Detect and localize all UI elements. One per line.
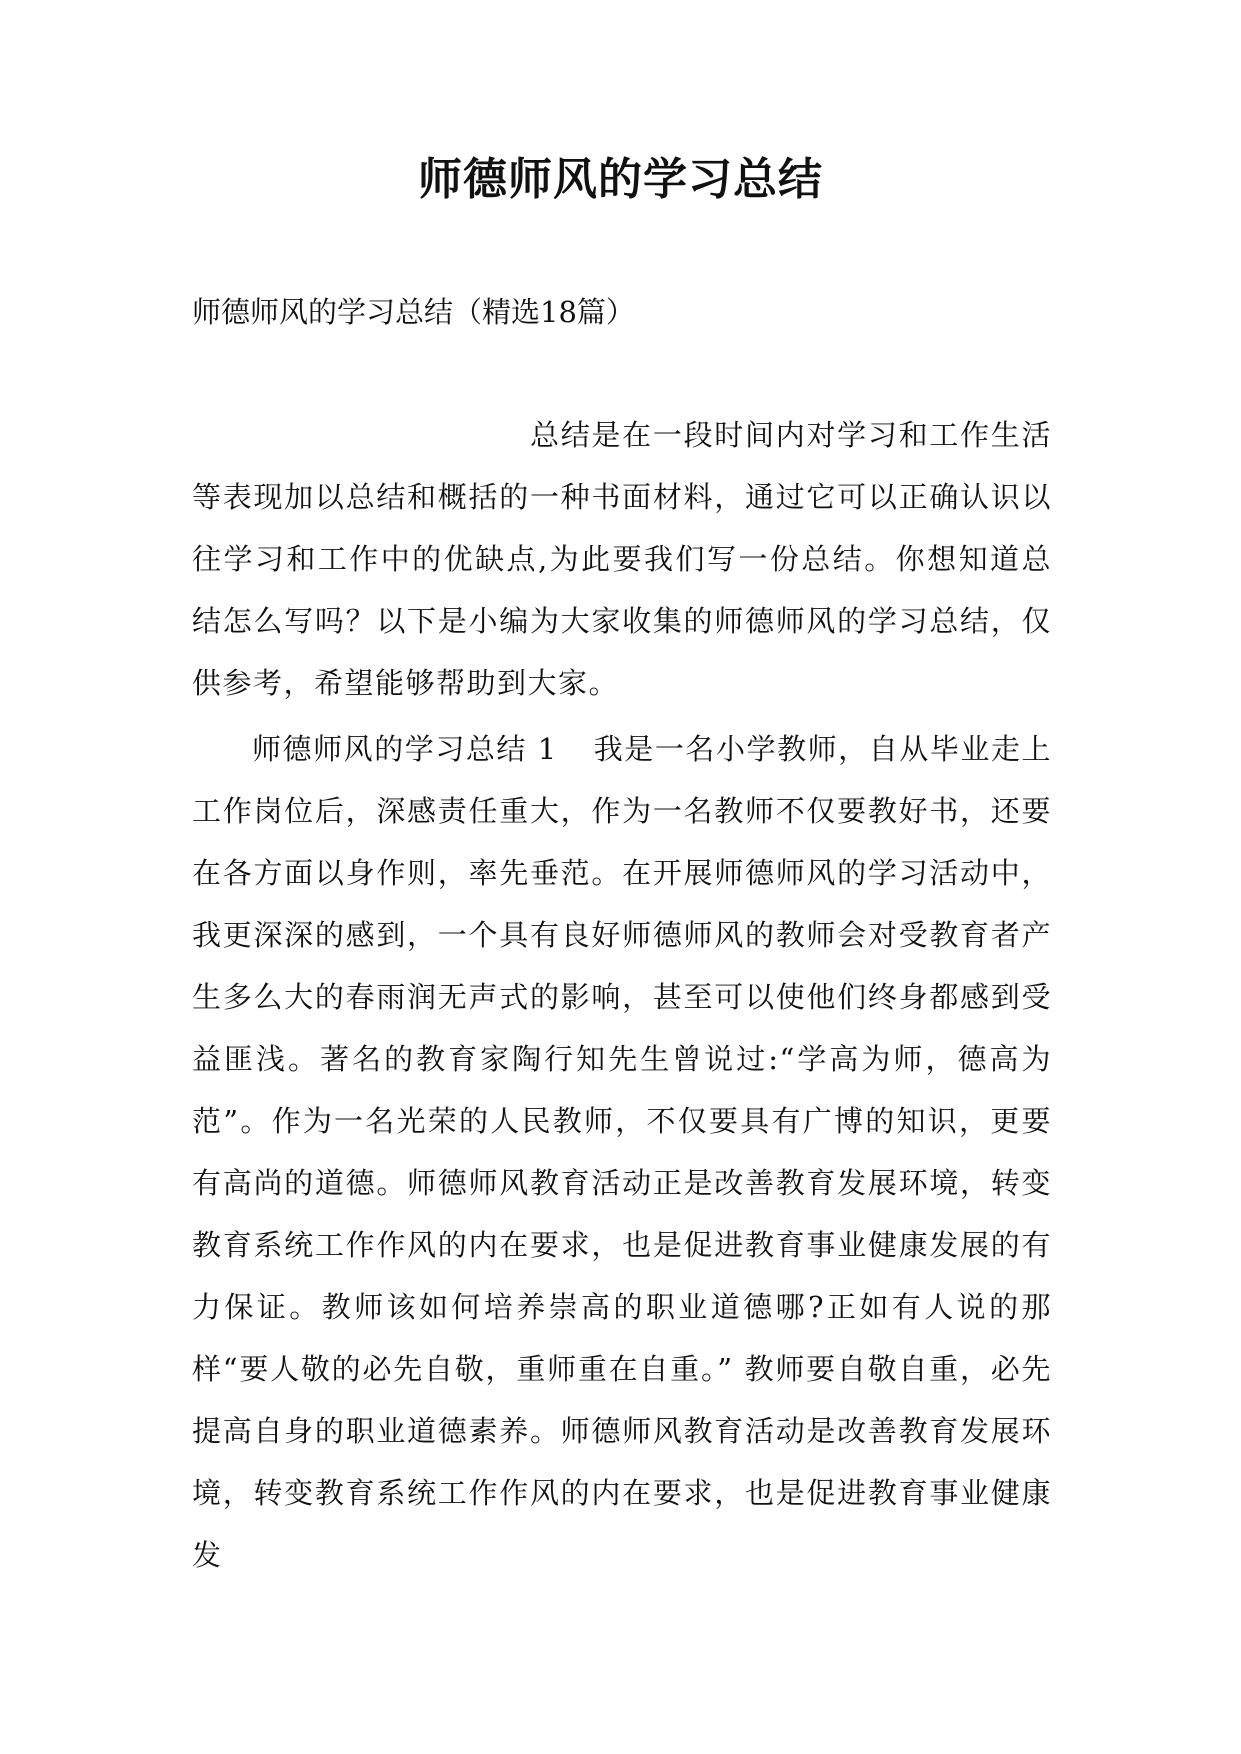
section-1-paragraph xyxy=(192,718,1052,1586)
section-1-body: 我是一名小学教师，自从毕业走上工作岗位后，深感责任重大，作为一名教师不仅要教好书，还要在各方面以身作则，率先垂范。在开展师德师风的学习活动中，我更深深的感到，一个具有良好师德师风的教师会对受教育者产生多么大的春雨润无声式的影响，甚至可以使他们终身都感到受益匪浅。著名的教育家陶行知先生曾说过:“学高为师，德高为范”。作为一名光荣的人民教师，不仅要具有广博的知识，更要有高尚的道德。师德师风教育活动正是改善教育发展环境，转变教育系统工作作风的内在要求，也是促进教育事业健康发展的有力保证。教师该如何培养崇高的职业道德哪?正如有人说的那样“要人敬的必先自敬，重师重在自重。” 教师要自敬自重，必先提高自身的职业道德素养。师德师风教育活动是改善教育发展环境，转变教育系统工作作风的内在要求，也是促进教育事业健康发 xyxy=(192,732,1052,1572)
section-1-heading: 师德师风的学习总结 1 xyxy=(252,732,558,766)
page-title: 师德师风的学习总结 xyxy=(418,154,823,205)
intro-paragraph: 总结是在一段时间内对学习和工作生活等表现加以总结和概括的一种书面材料，通过它可以正确认识以往学习和工作中的优缺点,为此要我们写一份总结。你想知道总结怎么写吗？以下是小编为大家收集的师德师风的学习总结，仅供参考，希望能够帮助到大家。 xyxy=(192,418,1052,700)
document-subtitle: 师德师风的学习总结（精选18篇） xyxy=(192,295,635,329)
